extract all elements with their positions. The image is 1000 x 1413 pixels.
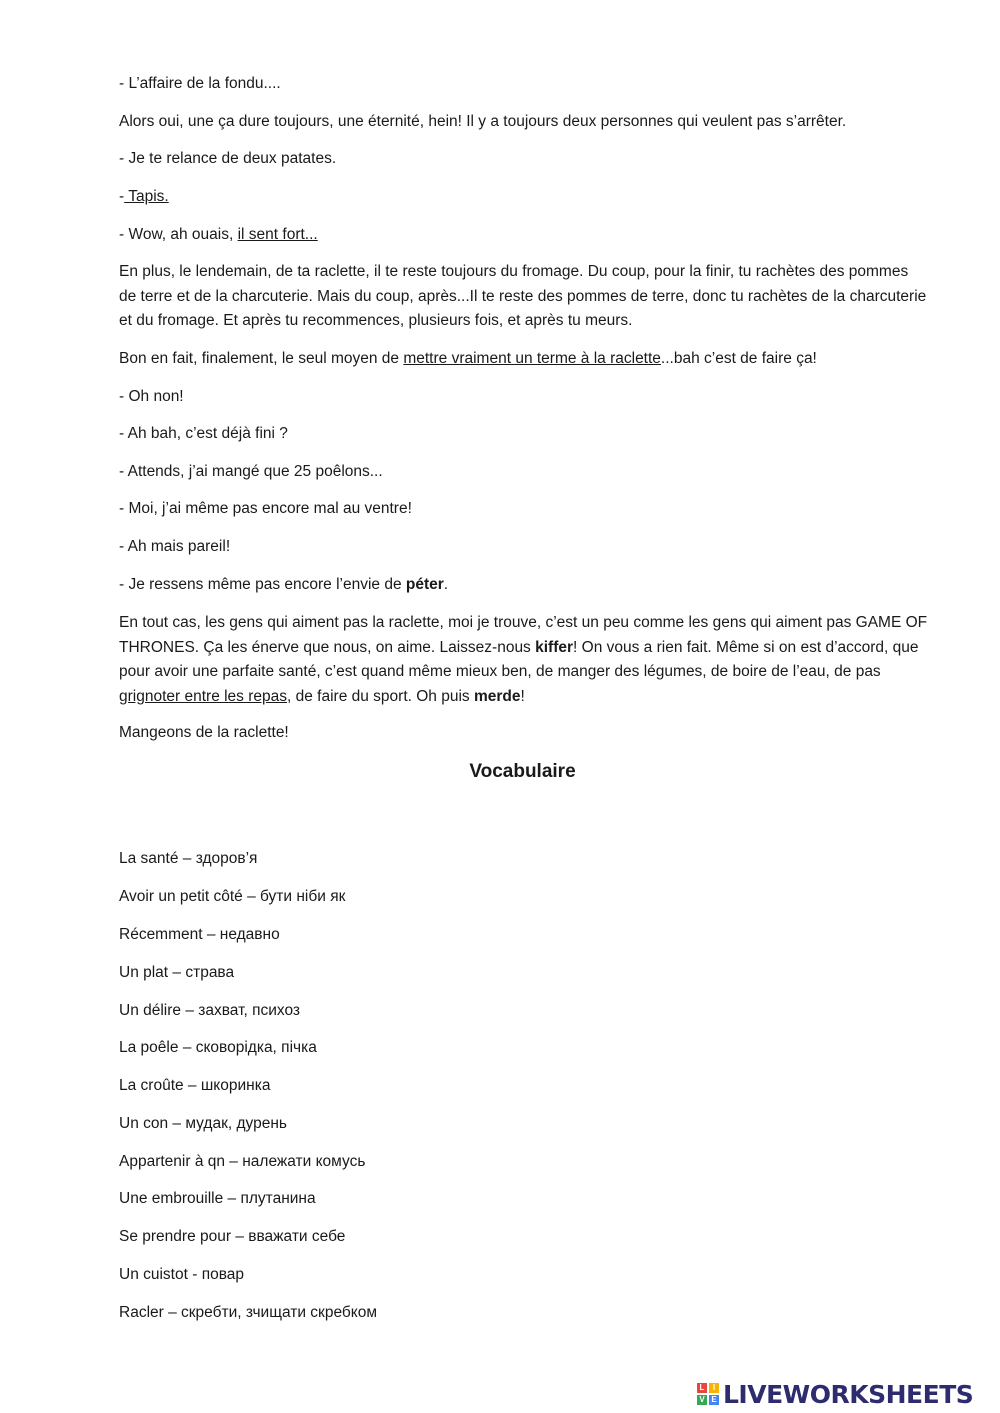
vocabulary-item: Récemment – недавно xyxy=(119,926,280,943)
text-run: - Oh non! xyxy=(119,388,184,405)
vocabulary-item: Se prendre pour – вважати себе xyxy=(119,1228,346,1245)
vocabulary-title: Vocabulaire xyxy=(469,761,576,782)
text-run: En tout cas, les gens qui aiment pas la raclette, moi je trouve, c’est un peu comme les gens qui aiment pas GAME OF THRONES. Ça les énerve que nous, on aime. Laissez-nous xyxy=(119,614,928,656)
underlined-phrase: Tapis. xyxy=(124,188,169,205)
underlined-phrase: grignoter entre les repas xyxy=(119,687,288,705)
paragraph xyxy=(119,721,929,746)
vocabulary-item: Appartenir à qn – належати комусь xyxy=(119,1153,366,1170)
bold-word: kiffer xyxy=(535,638,574,656)
logo-icon-letter: I xyxy=(709,1383,719,1393)
text-run: Alors oui, une ça dure toujours, une éternité, hein! Il y a toujours deux personnes qui veulent pas s’arrêter. xyxy=(119,113,847,130)
text-run: - Je ressens même pas encore l’envie de xyxy=(119,576,406,593)
underlined-phrase: mettre vraiment un terme à la raclette xyxy=(403,350,661,367)
vocabulary-item: La poêle – сковорідка, пічка xyxy=(119,1039,317,1056)
paragraph xyxy=(119,260,929,334)
paragraph xyxy=(119,573,929,598)
text-run: ! xyxy=(520,687,525,705)
text-run: ...bah c’est de faire ça! xyxy=(660,350,817,367)
paragraph xyxy=(119,611,929,709)
underlined-phrase: il sent fort... xyxy=(237,226,318,243)
text-run: - Moi, j’ai même pas encore mal au ventre! xyxy=(119,500,412,517)
bold-word: péter xyxy=(405,576,444,593)
vocabulary-item: Avoir un petit côté – бути ніби як xyxy=(119,888,346,905)
text-run: - xyxy=(119,188,125,205)
paragraph xyxy=(119,347,929,372)
vocabulary-item: Un cuistot - повар xyxy=(119,1266,245,1283)
vocabulary-item: Une embrouille – плутанина xyxy=(119,1190,316,1207)
vocabulary-item: La croûte – шкоринка xyxy=(119,1077,271,1094)
vocabulary-item: Racler – скребти, зчищати скребком xyxy=(119,1304,377,1321)
text-run: ! On vous a rien fait. Même si on est d’accord, que pour avoir une parfaite santé, c’est quand même mieux ben, de manger des légumes, de boire de l’eau, de pas xyxy=(119,638,919,680)
logo-icon-letter: V xyxy=(697,1395,707,1405)
text-run: Bon en fait, finalement, le seul moyen de xyxy=(119,350,404,367)
vocabulary-item: La santé – здоров’я xyxy=(119,850,258,867)
text-run: - L’affaire de la fondu.... xyxy=(119,75,281,92)
text-run: - Ah mais pareil! xyxy=(119,538,231,555)
text-run: - Wow, ah ouais, xyxy=(119,226,238,243)
text-run: , de faire du sport. Oh puis xyxy=(287,687,474,705)
text-run: - Ah bah, c’est déjà fini ? xyxy=(119,425,288,442)
paragraph xyxy=(119,385,929,410)
vocabulary-item: Un plat – страва xyxy=(119,964,235,981)
paragraph xyxy=(119,497,929,522)
logo-icon-letter: L xyxy=(697,1383,707,1393)
vocabulary-item: Un con – мудак, дурень xyxy=(119,1115,287,1132)
liveworksheets-logo[interactable] xyxy=(697,1380,973,1408)
paragraph xyxy=(119,185,929,210)
liveworksheets-logo-icon xyxy=(697,1383,719,1405)
vocabulary-item: Un délire – захват, психоз xyxy=(119,1002,301,1019)
text-run: . xyxy=(443,576,449,593)
paragraph xyxy=(119,72,929,97)
logo-icon-letter: E xyxy=(709,1395,719,1405)
paragraph xyxy=(119,535,929,560)
text-run: - Je te relance de deux patates. xyxy=(119,150,337,167)
text-run: - Attends, j’ai mangé que 25 poêlons... xyxy=(119,463,383,480)
paragraph xyxy=(119,110,929,135)
paragraph xyxy=(119,460,929,485)
bold-word: merde xyxy=(473,687,521,705)
paragraph xyxy=(119,422,929,447)
paragraph xyxy=(119,147,929,172)
text-run: Mangeons de la raclette! xyxy=(119,724,289,741)
paragraph xyxy=(119,223,929,248)
text-run: En plus, le lendemain, de ta raclette, il te reste toujours du fromage. Du coup, pour la finir, tu rachètes des pommes de terre et de la charcuterie. Mais du coup, après...Il te reste des pommes de terre, donc tu rachètes de la charcuterie et du fromage. Et après tu recommences, plusieurs fois, et après tu meurs. xyxy=(119,263,927,329)
logo-text: LIVEWORKSHEETS xyxy=(723,1379,974,1409)
